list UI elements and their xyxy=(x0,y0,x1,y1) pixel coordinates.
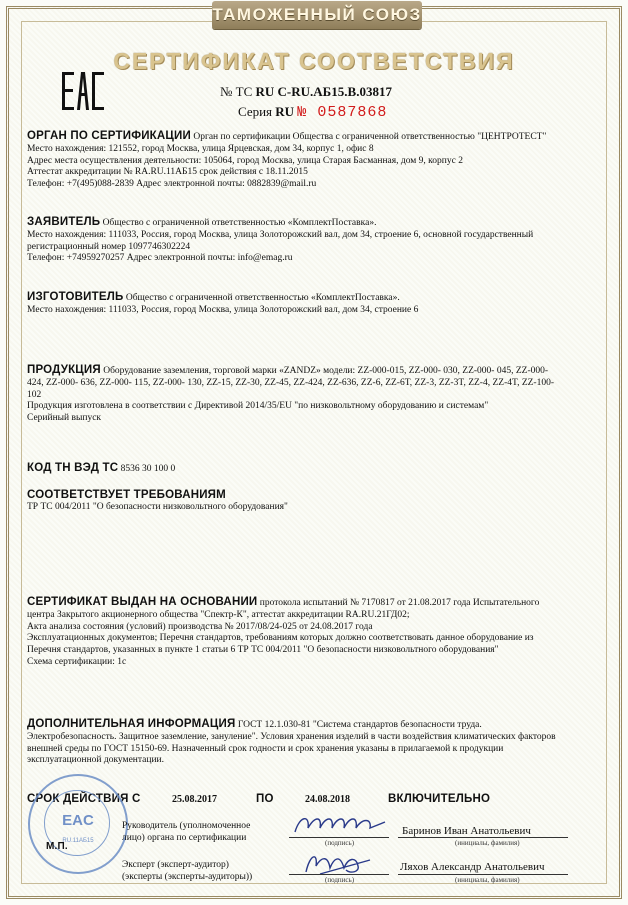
product-line: Продукция изготовлена в соответствии с Директивой 2014/35/EU "по низковольтному оборудованию и системам" xyxy=(27,401,489,412)
basis-first: протокола испытаний № 7170817 от 21.08.2017 года Испытательного xyxy=(259,598,540,608)
basis-line: Перечня стандартов, указанных в пункте 1 статьи 6 ТР ТС 004/2011 "О безопасности низковольтного оборудования" xyxy=(27,645,499,656)
head-role-line: Руководитель (уполномоченное xyxy=(122,821,251,831)
organ-line: Телефон: +7(495)088-2839 Адрес электронной почты: 0882839@mail.ru xyxy=(27,179,317,190)
applicant-heading: ЗАЯВИТЕЛЬ xyxy=(27,216,101,228)
section-applicant xyxy=(27,217,604,265)
additional-line: внешней среды по ГОСТ 15150-69. Назначенный срок годности и срок хранения указаны в прилагаемой к продукции xyxy=(27,743,504,754)
additional-line: эксплуатационной документации. xyxy=(27,755,164,766)
section-manufacturer xyxy=(27,292,604,317)
certification-stamp xyxy=(28,774,128,874)
certificate-number-line xyxy=(220,84,392,100)
head-sign-caption: (подпись) xyxy=(325,839,355,847)
section-product xyxy=(27,365,604,425)
applicant-line: регистрационный номер 1097746302224 xyxy=(27,241,191,252)
manufacturer-line: Место нахождения: 111033, Россия, город Москва, улица Золоторожский вал, дом 34, строение 6 xyxy=(27,304,419,315)
organ-name: Орган по сертификации Общества с ограниченной ответственностью "ЦЕНТРОТЕСТ" xyxy=(193,132,547,142)
series-label: Серия xyxy=(238,104,273,119)
head-name: Баринов Иван Анатольевич xyxy=(402,825,531,837)
applicant-name: Общество с ограниченной ответственностью «КомплектПоставка». xyxy=(102,218,377,228)
code-value: 8536 30 100 0 xyxy=(120,464,176,474)
product-heading: ПРОДУКЦИЯ xyxy=(27,364,101,376)
additional-heading: ДОПОЛНИТЕЛЬНАЯ ИНФОРМАЦИЯ xyxy=(27,718,236,730)
expert-role-line: (эксперты (эксперты-аудиторы)) xyxy=(122,872,253,882)
basis-line: центра Закрытого акционерного общества "Спектр-К", аттестат аккредитации RA.RU.21ГД02; xyxy=(27,609,410,620)
stamp-sub: RU.11АБ15 xyxy=(62,838,94,844)
number-prefix: № ТС xyxy=(220,84,253,99)
additional-first: ГОСТ 12.1.030-81 "Система стандартов безопасности труда. xyxy=(237,720,482,730)
series-code: RU xyxy=(275,104,295,119)
manufacturer-name: Общество с ограниченной ответственностью «КомплектПоставка». xyxy=(125,293,400,303)
head-name-caption: (инициалы, фамилия) xyxy=(455,839,520,847)
basis-heading: СЕРТИФИКАТ ВЫДАН НА ОСНОВАНИИ xyxy=(27,596,258,608)
certificate-title: СЕРТИФИКАТ СООТВЕТСТВИЯ xyxy=(113,48,515,74)
organ-heading: ОРГАН ПО СЕРТИФИКАЦИИ xyxy=(27,130,191,142)
eac-logo-icon xyxy=(60,70,106,112)
conformity-heading: СООТВЕТСТВУЕТ ТРЕБОВАНИЯМ xyxy=(27,489,226,501)
organ-line: Место нахождения: 121552, город Москва, улица Ярцевская, дом 34, корпус 1, офис 8 xyxy=(27,143,374,154)
product-line: 102 xyxy=(27,389,42,400)
mp-label: М.П. xyxy=(46,841,68,852)
validity-from: 25.08.2017 xyxy=(172,794,217,805)
expert-sign-caption: (подпись) xyxy=(325,876,355,884)
expert-name-caption: (инициалы, фамилия) xyxy=(455,876,520,884)
customs-union-label: ТАМОЖЕННЫЙ СОЮЗ xyxy=(212,5,422,24)
code-heading: КОД ТН ВЭД ТС xyxy=(27,462,119,474)
customs-union-banner xyxy=(212,1,422,29)
additional-line: Электробезопасность. Защитное заземление, зануление". Условия хранения изделий в части воздействия климатических факторов xyxy=(27,731,556,742)
validity-heading: СРОК ДЕЙСТВИЯ С xyxy=(27,793,141,805)
section-code xyxy=(27,463,604,476)
organ-line: Адрес места осуществления деятельности: 105064, город Москва, улица Старая Басманная, дом 9, корпус 2 xyxy=(27,155,463,166)
organ-line: Аттестат аккредитации № RA.RU.11АБ15 срок действия с 18.11.2015 xyxy=(27,167,308,178)
certificate-number: RU C-RU.АБ15.В.03817 xyxy=(255,84,392,99)
series-line xyxy=(238,104,387,121)
validity-to-label: ПО xyxy=(256,793,274,805)
basis-line: Эксплуатационных документов; Перечня стандартов, требованиям которых должно соответствовать данное оборудование из xyxy=(27,633,534,644)
applicant-line: Телефон: +74959270257 Адрес электронной почты: info@emag.ru xyxy=(27,253,293,264)
section-organ xyxy=(27,131,604,191)
expert-name: Ляхов Александр Анатольевич xyxy=(400,861,545,873)
head-role xyxy=(122,820,250,844)
expert-role xyxy=(122,859,252,883)
basis-line: Схема сертификации: 1с xyxy=(27,656,127,667)
manufacturer-heading: ИЗГОТОВИТЕЛЬ xyxy=(27,291,124,303)
stamp-text: EAC xyxy=(62,812,94,829)
section-conformity xyxy=(27,490,604,514)
product-name: Оборудование заземления, торговой марки «ZANDZ» модели: ZZ-000-015, ZZ-000- 030, ZZ-000- 045, ZZ-000- xyxy=(103,366,549,376)
head-role-line: лицо) органа по сертификации xyxy=(122,833,247,843)
section-basis xyxy=(27,597,604,669)
validity-to: 24.08.2018 xyxy=(305,794,350,805)
head-signature-icon xyxy=(290,810,390,840)
conformity-value: ТР ТС 004/2011 "О безопасности низковольтного оборудования" xyxy=(27,501,288,512)
section-additional xyxy=(27,719,604,767)
basis-line: Акта анализа состояния (условий) производства № 2017/08/24-025 от 24.08.2017 года xyxy=(27,621,373,632)
product-line: Серийный выпуск xyxy=(27,413,102,424)
applicant-line: Место нахождения: 111033, Россия, город Москва, улица Золоторожский вал, дом 34, строение 6, основной государственный xyxy=(27,229,534,240)
product-line: 424, ZZ-000- 636, ZZ-000- 115, ZZ-000- 130, ZZ-15, ZZ-30, ZZ-45, ZZ-424, ZZ-636, ZZ-6, ZZ-6T, ZZ-3, ZZ-3T, ZZ-4, ZZ-4T, ZZ-100- xyxy=(27,377,555,388)
series-number: № 0587868 xyxy=(297,104,388,121)
validity-inclusive: ВКЛЮЧИТЕЛЬНО xyxy=(388,793,491,805)
expert-role-line: Эксперт (эксперт-аудитор) xyxy=(122,860,229,870)
